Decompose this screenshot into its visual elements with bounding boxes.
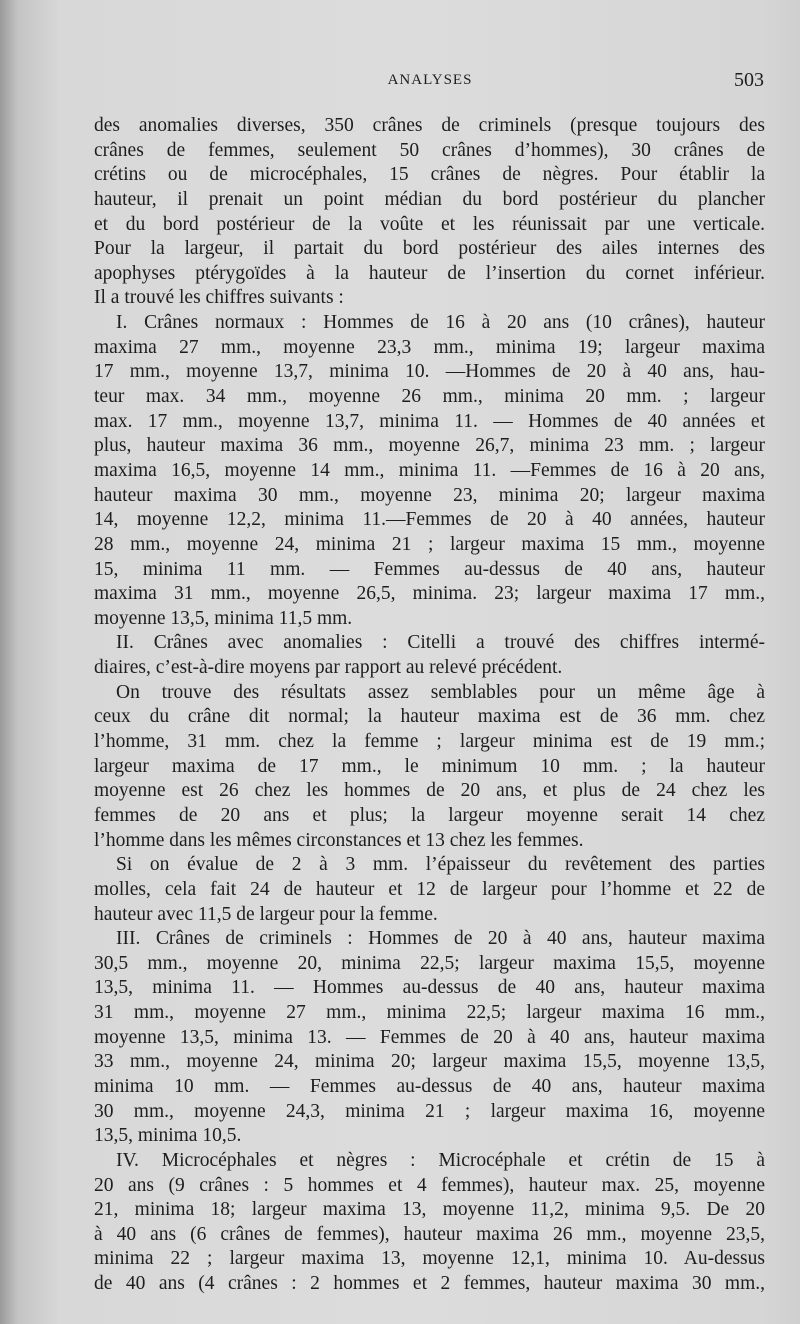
text-line: III. Crânes de criminels : Hommes de 20 à 40 ans, hauteur maxima — [116, 928, 765, 950]
text-line: crétins ou de microcéphales, 15 crânes de nègres. Pour établir la — [94, 164, 765, 186]
text-line: 30,5 mm., moyenne 20, minima 22,5; largeur maxima 15,5, moyenne — [94, 952, 765, 974]
text-line: max. 17 mm., moyenne 13,7, minima 11. — Hommes de 40 années et — [94, 410, 765, 432]
running-head-title: ANALYSES — [387, 72, 473, 88]
text-line: apophyses ptérygoïdes à la hauteur de l’insertion du cornet inférieur. — [94, 262, 765, 284]
text-line: Pour la largeur, il partait du bord postérieur des ailes internes des — [94, 238, 765, 260]
text-line: molles, cela fait 24 de hauteur et 12 de largeur pour l’homme et 22 de — [94, 878, 765, 900]
text-line: et du bord postérieur de la voûte et les réunissait par une verticale. — [94, 213, 765, 235]
text-line: femmes de 20 ans et plus; la largeur moyenne serait 14 chez — [94, 804, 765, 826]
text-line: Il a trouvé les chiffres suivants : — [94, 287, 344, 309]
text-line: maxima 31 mm., moyenne 26,5, minima. 23; largeur maxima 17 mm., — [94, 583, 765, 605]
text-line: l’homme, 31 mm. chez la femme ; largeur minima est de 19 mm.; — [94, 731, 765, 753]
text-line: moyenne 13,5, minima 13. — Femmes de 20 à 40 ans, hauteur maxima — [94, 1026, 765, 1048]
text-line: maxima 27 mm., moyenne 23,3 mm., minima 19; largeur maxima — [94, 336, 765, 358]
text-line: 21, minima 18; largeur maxima 13, moyenne 11,2, minima 9,5. De 20 — [94, 1199, 765, 1221]
text-line: ceux du crâne dit normal; la hauteur maxima est de 36 mm. chez — [94, 706, 765, 728]
text-line: On trouve des résultats assez semblables pour un même âge à — [116, 681, 765, 703]
text-line: moyenne est 26 chez les hommes de 20 ans, et plus de 24 chez les — [94, 780, 765, 802]
text-line: hauteur avec 11,5 de largeur pour la femme. — [94, 903, 438, 925]
text-line: IV. Microcéphales et nègres : Microcéphale et crétin de 15 à — [116, 1149, 765, 1171]
text-line: maxima 16,5, moyenne 14 mm., minima 11. —Femmes de 16 à 20 ans, — [94, 459, 765, 481]
text-line: I. Crânes normaux : Hommes de 16 à 20 ans (10 crânes), hauteur — [116, 312, 765, 334]
text-line: largeur maxima de 17 mm., le minimum 10 mm. ; la hauteur — [94, 755, 765, 777]
text-line: à 40 ans (6 crânes de femmes), hauteur maxima 26 mm., moyenne 23,5, — [94, 1223, 765, 1245]
text-line: 28 mm., moyenne 24, minima 21 ; largeur maxima 15 mm., moyenne — [94, 533, 765, 555]
text-line: II. Crânes avec anomalies : Citelli a trouvé des chiffres intermé- — [116, 632, 765, 654]
text-line: 31 mm., moyenne 27 mm., minima 22,5; largeur maxima 16 mm., — [94, 1002, 765, 1024]
text-line: hauteur maxima 30 mm., moyenne 23, minima 20; largeur maxima — [94, 484, 765, 506]
page-number: 503 — [734, 69, 764, 91]
text-line: 17 mm., moyenne 13,7, minima 10. —Hommes de 20 à 40 ans, hau- — [94, 361, 765, 383]
text-line: moyenne 13,5, minima 11,5 mm. — [94, 607, 353, 629]
text-line: plus, hauteur maxima 36 mm., moyenne 26,7, minima 23 mm. ; largeur — [94, 435, 765, 457]
text-line: crânes de femmes, seulement 50 crânes d’hommes), 30 crânes de — [94, 139, 765, 161]
text-line: 13,5, minima 11. — Hommes au-dessus de 40 ans, hauteur maxima — [94, 977, 765, 999]
text-line: teur max. 34 mm., moyenne 26 mm., minima 20 mm. ; largeur — [94, 386, 765, 408]
text-line: 13,5, minima 10,5. — [94, 1125, 242, 1147]
text-line: 30 mm., moyenne 24,3, minima 21 ; largeur maxima 16, moyenne — [94, 1100, 765, 1122]
text-line: des anomalies diverses, 350 crânes de criminels (presque toujours des — [94, 115, 765, 136]
running-head — [96, 69, 764, 96]
text-line: diaires, c’est-à-dire moyens par rapport au relevé précédent. — [94, 657, 563, 679]
text-line: 20 ans (9 crânes : 5 hommes et 4 femmes), hauteur max. 25, moyenne — [94, 1174, 765, 1196]
text-line: 33 mm., moyenne 24, minima 20; largeur maxima 15,5, moyenne 13,5, — [94, 1051, 765, 1073]
text-line: 15, minima 11 mm. — Femmes au-dessus de 40 ans, hauteur — [94, 558, 765, 580]
text-line: minima 22 ; largeur maxima 13, moyenne 12,1, minima 10. Au-dessus — [94, 1248, 765, 1270]
text-line: minima 10 mm. — Femmes au-dessus de 40 ans, hauteur maxima — [94, 1075, 765, 1097]
text-line: 14, moyenne 12,2, minima 11.—Femmes de 20 à 40 années, hauteur — [94, 509, 765, 531]
text-line: Si on évalue de 2 à 3 mm. l’épaisseur du revêtement des parties — [116, 854, 765, 876]
body-text — [94, 114, 765, 1297]
text-line: de 40 ans (4 crânes : 2 hommes et 2 femmes, hauteur maxima 30 mm., — [94, 1273, 765, 1295]
text-line: hauteur, il prenait un point médian du bord postérieur du plancher — [94, 188, 765, 210]
text-line: l’homme dans les mêmes circonstances et 13 chez les femmes. — [94, 829, 584, 851]
